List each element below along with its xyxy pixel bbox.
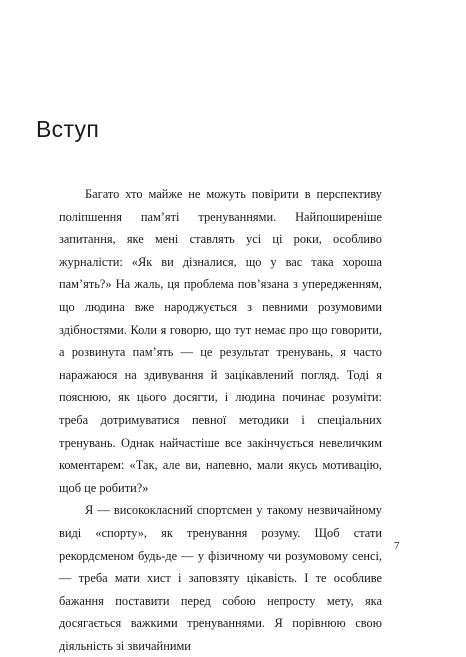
paragraph-1: Багато хто майже не можуть повірити в перспективу поліпшення пам’яті тренуваннями. Найпоширеніше запитання, яке мені ставлять усі ці роки, особливо журналісти: «Як ви дізналися, що у вас така хороша пам’ять?» На жаль, ця проблема пов’язана з упередженням, що людина вже народжується з певними розумовими здібностями. Коли я говорю, що тут немає про що говорити, а розвинута пам’ять — це результат тренувань, я часто наражаюся на здивування й зацікавлений погляд. Тоді я пояснюю, як цього досягти, і людина починає розуміти: треба дотримуватися певної методики і спеціальних тренувань. Однак найчастіше все закінчується невеличким коментарем: «Так, але ви, напевно, мали якусь мотивацію, щоб це робити?» xyxy=(59,187,382,495)
paragraph-2: Я — висококласний спортсмен у такому незвичайному виді «спорту», як тренування розуму. Щоб стати рекордсменом будь-де — у фізичному чи розумовому сенсі, — треба мати хист і заповзяту цікавість. І те особливе бажання поставити перед собою непросту мету, яка досягається важкими тренуваннями. Я порівнюю свою діяльність зі звичайними xyxy=(59,503,382,653)
page-number: 7 xyxy=(394,540,400,552)
chapter-title: Вступ xyxy=(36,116,100,142)
body-text xyxy=(59,183,382,657)
